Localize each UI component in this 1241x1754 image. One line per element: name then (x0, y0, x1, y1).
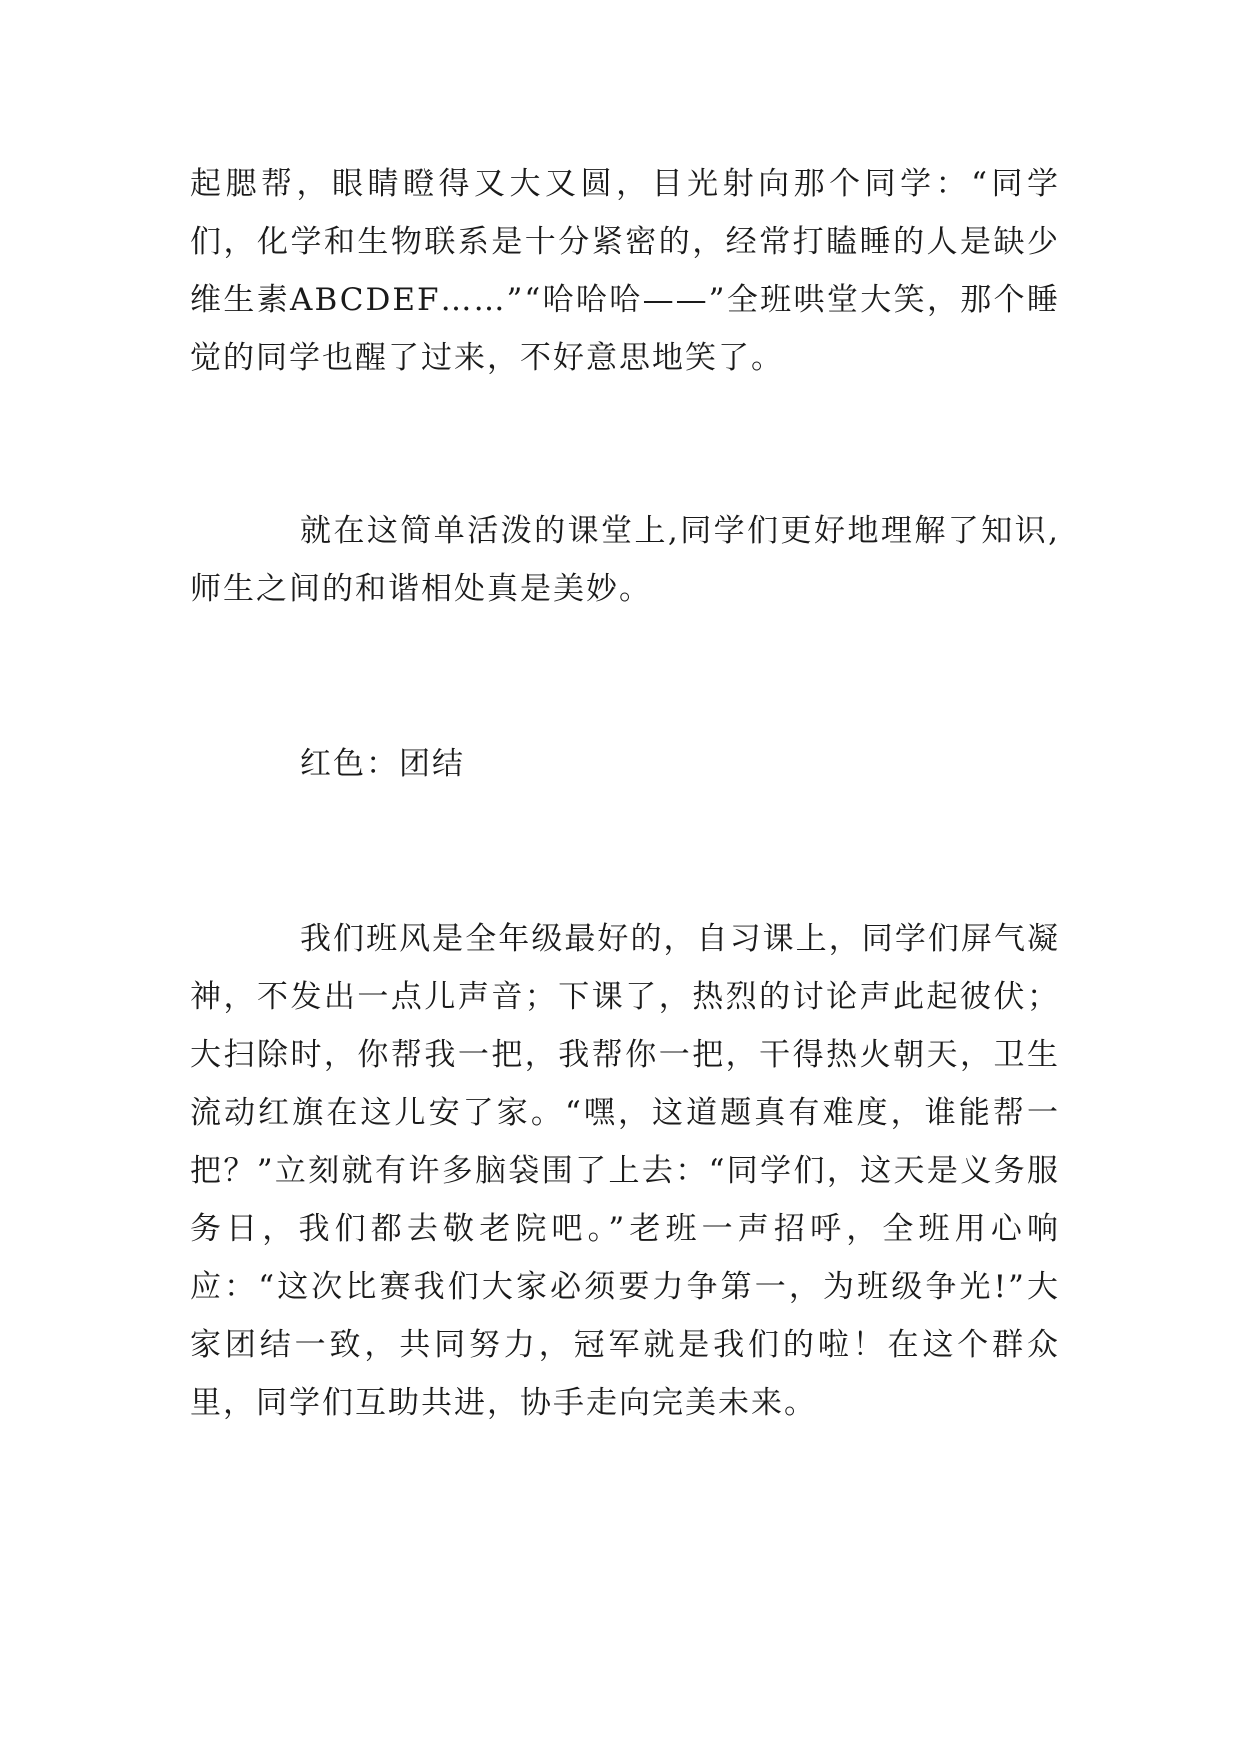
paragraph-continuation: 起腮帮，眼睛瞪得又大又圆，目光射向那个同学：“同学们，化学和生物联系是十分紧密的，经常打瞌睡的人是缺少维生素ABCDEF……”“哈哈哈——”全班哄堂大笑，那个睡觉的同学也醒了过来，不好意思地笑了。 (190, 166, 1060, 376)
paragraph-classroom-summary: 就在这简单活泼的课堂上,同学们更好地理解了知识,师生之间的和谐相处真是美妙。 (190, 513, 1060, 607)
paragraph-unity: 我们班风是全年级最好的，自习课上，同学们屏气凝神，不发出一点儿声音；下课了，热烈的讨论声此起彼伏；大扫除时，你帮我一把，我帮你一把，干得热火朝天，卫生流动红旗在这儿安了家。“嘿，这道题真有难度，谁能帮一把？”立刻就有许多脑袋围了上去：“同学们，这天是义务服务日，我们都去敬老院吧。”老班一声招呼，全班用心响应：“这次比赛我们大家必须要力争第一，为班级争光!”大家团结一致，共同努力，冠军就是我们的啦！在这个群众里，同学们互助共进，协手走向完美未来。 (190, 921, 1060, 1421)
section-heading: 红色：团结 (300, 746, 465, 782)
